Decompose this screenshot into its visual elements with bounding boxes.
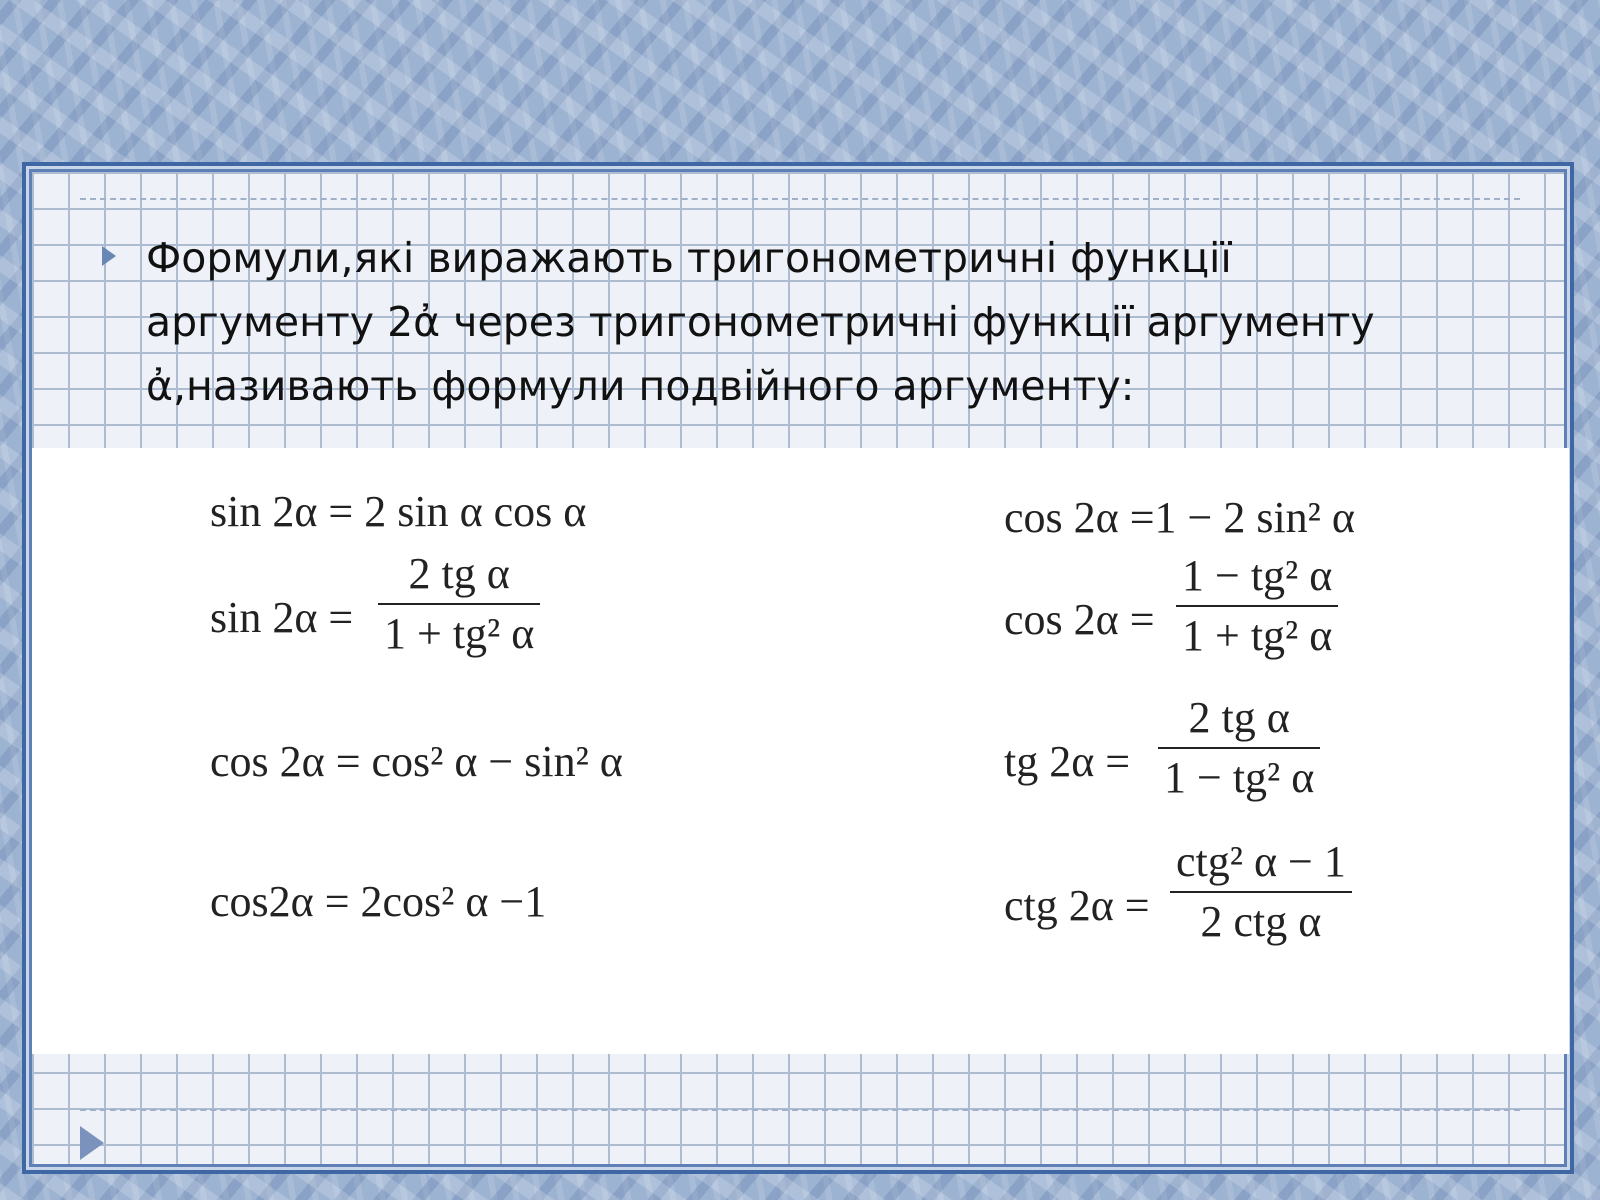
formula-numerator: ctg² α − 1 — [1176, 837, 1346, 886]
formula-numerator: 2 tg α — [1188, 693, 1290, 742]
fraction-bar — [1170, 891, 1352, 893]
formula-denominator: 1 + tg² α — [384, 609, 535, 658]
fraction-bar — [378, 603, 540, 605]
intro-paragraph: Формули,які виражають тригонометричні функції аргументу 2ἀ через тригонометричні функції аргументу ἀ,називають формули подвійного аргументу: — [146, 234, 1375, 410]
bullet-arrow-icon — [102, 246, 116, 266]
formula-sin2a-product: sin 2α = 2 sin α cos α — [210, 487, 587, 536]
next-slide-arrow-icon[interactable] — [80, 1126, 104, 1160]
formula-denominator: 1 + tg² α — [1182, 611, 1333, 660]
fraction-bar — [1176, 605, 1338, 607]
formula-numerator: 2 tg α — [408, 549, 510, 598]
formula-ctg2a — [1004, 837, 1444, 960]
formula-cos2a-cosine: cos2α = 2cos² α −1 — [210, 877, 547, 926]
formula-cos2a-sine: cos 2α =1 − 2 sin² α — [1004, 493, 1355, 542]
formula-denominator: 2 ctg α — [1200, 897, 1322, 946]
formula-lhs: cos 2α = — [1004, 595, 1155, 644]
top-dashed-divider — [80, 198, 1520, 200]
formula-tg2a — [1004, 693, 1424, 816]
formula-numerator: 1 − tg² α — [1182, 551, 1333, 600]
formula-lhs: sin 2α = — [210, 593, 354, 642]
formula-sin2a-tangent — [210, 549, 610, 672]
formula-denominator: 1 − tg² α — [1164, 753, 1315, 802]
formula-lhs: tg 2α = — [1004, 737, 1131, 786]
formula-panel — [32, 448, 1569, 1054]
formula-cos2a-tangent — [1004, 551, 1424, 674]
formula-lhs: ctg 2α = — [1004, 881, 1150, 930]
fraction-bar — [1158, 747, 1320, 749]
bottom-dashed-divider — [80, 1109, 1520, 1111]
formula-cos2a-difference: cos 2α = cos² α − sin² α — [210, 737, 623, 786]
